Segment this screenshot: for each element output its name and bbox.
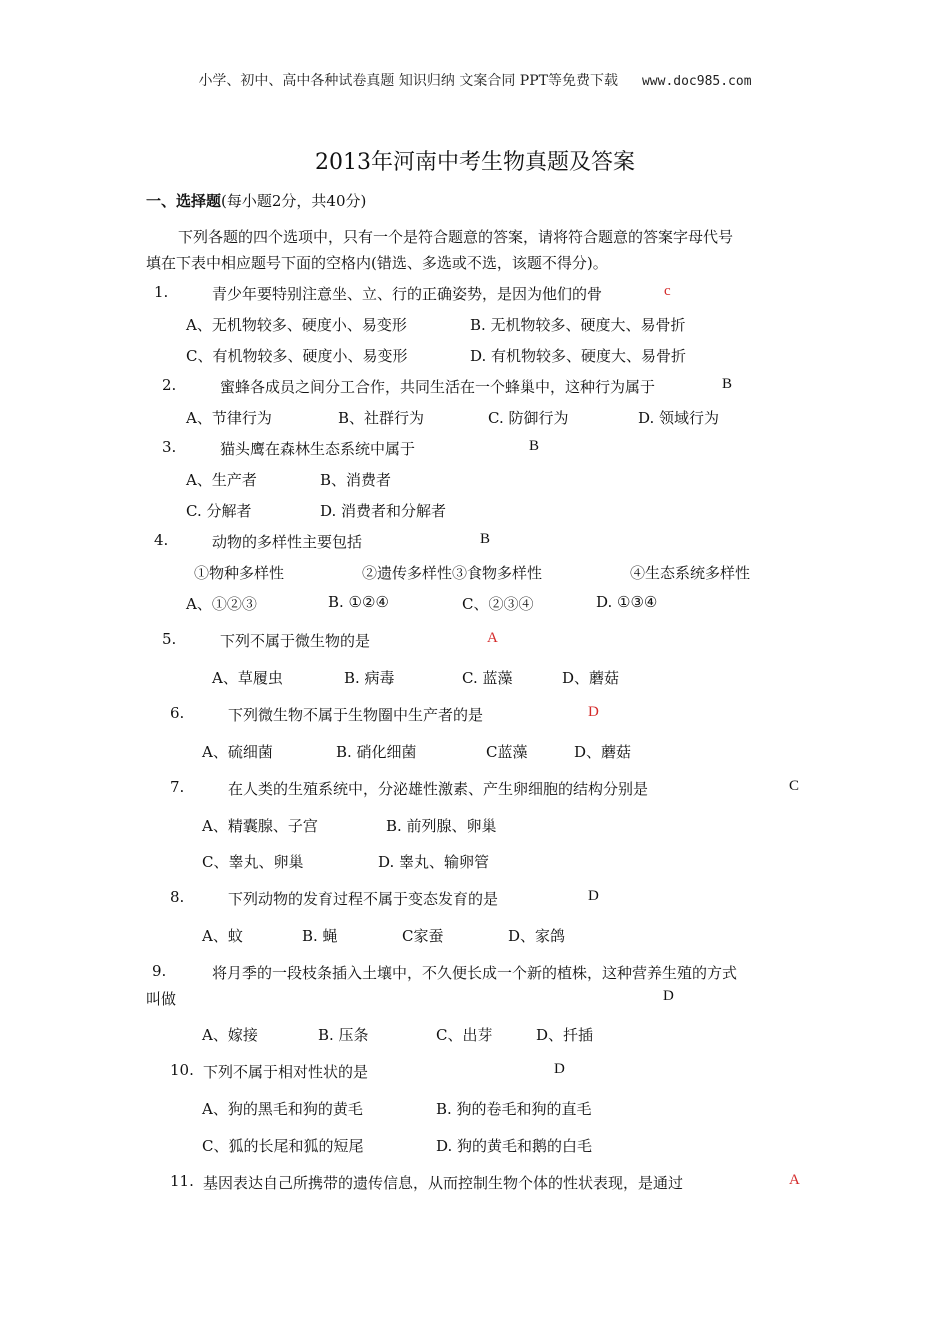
answer-mark: B [529, 438, 540, 454]
intro-line-2: 填在下表中相应题号下面的空格内(错选、多选或不选，该题不得分)。 [146, 254, 608, 272]
answer-mark: c [664, 283, 671, 299]
option: D. 领域行为 [638, 409, 720, 427]
question-number: 2. [162, 376, 177, 394]
answer-mark: B [722, 376, 733, 392]
option: B. 狗的卷毛和狗的直毛 [436, 1100, 592, 1118]
question-stem: 下列动物的发育过程不属于变态发育的是 [228, 890, 499, 908]
question-stem: 在人类的生殖系统中，分泌雄性激素、产生卵细胞的结构分别是 [228, 780, 649, 798]
option: A、精囊腺、子宫 [202, 817, 318, 835]
option: B. 蝇 [302, 927, 338, 945]
option: C. 防御行为 [488, 409, 569, 427]
option: B、消费者 [320, 471, 392, 489]
question-stem: 基因表达自己所携带的遗传信息，从而控制生物个体的性状表现，是通过 [203, 1174, 684, 1192]
answer-mark: A [487, 630, 498, 646]
page-banner [0, 70, 950, 90]
sub-item: ④生态系统多样性 [630, 564, 751, 582]
question-number: 3. [162, 438, 177, 456]
option: C. 分解者 [186, 502, 252, 520]
option: C、出芽 [436, 1026, 493, 1044]
answer-mark: C [789, 778, 800, 794]
option: A、嫁接 [202, 1026, 258, 1044]
section-heading [146, 190, 366, 211]
question-number: 4. [154, 531, 169, 549]
answer-mark: A [789, 1172, 800, 1188]
section-title: 一、选择题 [146, 192, 222, 210]
answer-mark: B [480, 531, 491, 547]
question-stem: 下列不属于相对性状的是 [203, 1063, 369, 1081]
option: D. ①③④ [596, 593, 658, 611]
option: C、②③④ [462, 595, 534, 613]
option: A、狗的黑毛和狗的黄毛 [202, 1100, 363, 1118]
question-number: 7. [170, 778, 185, 796]
question-stem: 猫头鹰在森林生态系统中属于 [220, 440, 416, 458]
option: D、蘑菇 [574, 743, 632, 761]
option: B. 压条 [318, 1026, 369, 1044]
question-stem: 动物的多样性主要包括 [212, 533, 363, 551]
option: D. 有机物较多、硬度大、易骨折 [470, 347, 687, 365]
option: A、无机物较多、硬度小、易变形 [186, 316, 407, 334]
question-stem: 下列微生物不属于生物圈中生产者的是 [228, 706, 484, 724]
question-stem: 青少年要特别注意坐、立、行的正确姿势，是因为他们的骨 [212, 285, 603, 303]
option: D、蘑菇 [562, 669, 620, 687]
option: C、睾丸、卵巢 [202, 853, 304, 871]
question-number: 6. [170, 704, 185, 722]
question-stem: 下列不属于微生物的是 [220, 632, 371, 650]
option: D. 消费者和分解者 [320, 502, 447, 520]
option: D. 睾丸、输卵管 [378, 853, 490, 871]
section-note: (每小题2分，共40分) [221, 192, 367, 210]
answer-mark: D [554, 1061, 565, 1077]
answer-mark: D [588, 704, 599, 720]
option: A、蚊 [202, 927, 243, 945]
intro-line-1: 下列各题的四个选项中，只有一个是符合题意的答案，请将符合题意的答案字母代号 [178, 228, 734, 246]
banner-site[interactable]: www.doc985.com [641, 74, 752, 89]
question-number: 9. [152, 962, 167, 980]
option: C、有机物较多、硬度小、易变形 [186, 347, 408, 365]
answer-mark: D [663, 988, 674, 1004]
question-number: 11. [170, 1172, 194, 1190]
option: D、扦插 [536, 1026, 594, 1044]
option: B. 前列腺、卵巢 [386, 817, 497, 835]
document-title: 2013年河南中考生物真题及答案 [315, 150, 635, 175]
option: A、生产者 [186, 471, 257, 489]
option: B. ①②④ [328, 593, 389, 611]
option: A、①②③ [186, 595, 257, 613]
question-stem: 蜜蜂各成员之间分工合作，共同生活在一个蜂巢中，这种行为属于 [220, 378, 656, 396]
option: A、草履虫 [212, 669, 283, 687]
sub-item: ①物种多样性 [194, 564, 285, 582]
question-number: 5. [162, 630, 177, 648]
question-stem: 将月季的一段枝条插入土壤中，不久便长成一个新的植株，这种营养生殖的方式 [212, 964, 738, 982]
question-number: 8. [170, 888, 185, 906]
option: B、社群行为 [338, 409, 425, 427]
option: D、家鸽 [508, 927, 566, 945]
sub-item: ②遗传多样性③食物多样性 [362, 564, 543, 582]
option: C蓝藻 [486, 743, 528, 761]
option: C家蚕 [402, 927, 444, 945]
option: B. 无机物较多、硬度大、易骨折 [470, 316, 686, 334]
question-stem-continued: 叫做 [146, 990, 177, 1008]
option: A、硫细菌 [202, 743, 273, 761]
option: D. 狗的黄毛和鹅的白毛 [436, 1137, 593, 1155]
option: A、节律行为 [186, 409, 272, 427]
option: B. 病毒 [344, 669, 395, 687]
option: B. 硝化细菌 [336, 743, 417, 761]
question-number: 1. [154, 283, 169, 301]
option: C、狐的长尾和狐的短尾 [202, 1137, 364, 1155]
banner-text: 小学、初中、高中各种试卷真题 知识归纳 文案合同 PPT等免费下载 [198, 73, 618, 89]
question-number: 10. [170, 1061, 194, 1079]
option: C. 蓝藻 [462, 669, 513, 687]
answer-mark: D [588, 888, 599, 904]
